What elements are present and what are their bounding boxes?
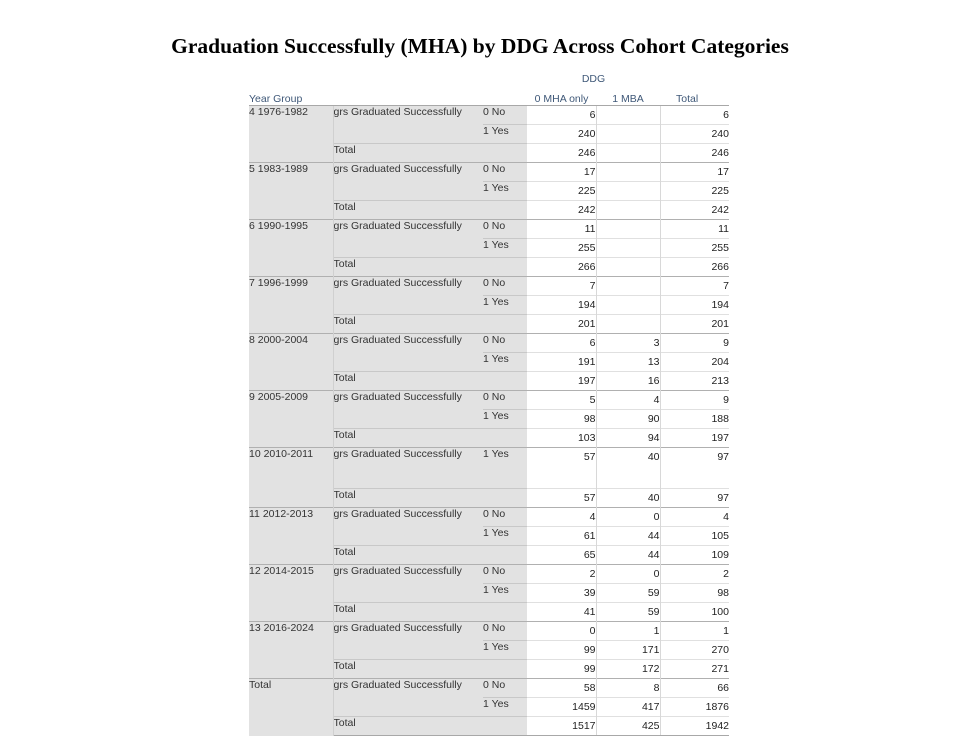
row-total-label: Total bbox=[333, 201, 527, 220]
cell-total: 201 bbox=[660, 315, 729, 334]
cell-total: 105 bbox=[660, 527, 729, 546]
table-row bbox=[249, 508, 729, 527]
cell-mba: 417 bbox=[596, 698, 660, 717]
cell-mha-only: 240 bbox=[527, 125, 596, 144]
cell-mha-only: 1517 bbox=[527, 717, 596, 736]
cell-mha-only: 41 bbox=[527, 603, 596, 622]
table-row bbox=[249, 622, 729, 641]
cell-mba: 8 bbox=[596, 679, 660, 698]
cell-total: 97 bbox=[660, 489, 729, 508]
cell-mha-only: 242 bbox=[527, 201, 596, 220]
cell-mba: 90 bbox=[596, 410, 660, 429]
cell-mba: 59 bbox=[596, 584, 660, 603]
header-row-ddg bbox=[249, 70, 729, 87]
cell-total: 270 bbox=[660, 641, 729, 660]
variable-label: grs Graduated Successfully bbox=[333, 508, 483, 546]
cell-mha-only: 6 bbox=[527, 334, 596, 353]
crosstab-table bbox=[249, 70, 729, 736]
cell-total: 9 bbox=[660, 334, 729, 353]
year-group-header: Year Group bbox=[249, 87, 527, 106]
cell-mba: 40 bbox=[596, 448, 660, 489]
cell-total: 66 bbox=[660, 679, 729, 698]
cell-total: 1876 bbox=[660, 698, 729, 717]
category-label: 1 Yes bbox=[483, 296, 527, 315]
year-group-label: Total bbox=[249, 679, 333, 736]
cell-mha-only: 7 bbox=[527, 277, 596, 296]
cell-mba: 172 bbox=[596, 660, 660, 679]
cell-mha-only: 99 bbox=[527, 641, 596, 660]
cell-mha-only: 11 bbox=[527, 220, 596, 239]
cell-total: 6 bbox=[660, 106, 729, 125]
cell-mba bbox=[596, 144, 660, 163]
col-header-mba: 1 MBA bbox=[596, 87, 660, 106]
cell-mba bbox=[596, 182, 660, 201]
cell-mba bbox=[596, 163, 660, 182]
cell-total: 246 bbox=[660, 144, 729, 163]
cell-mba: 425 bbox=[596, 717, 660, 736]
variable-label: grs Graduated Successfully bbox=[333, 163, 483, 201]
cell-mba: 0 bbox=[596, 565, 660, 584]
cell-total: 1 bbox=[660, 622, 729, 641]
variable-label: grs Graduated Successfully bbox=[333, 334, 483, 372]
cell-mba bbox=[596, 239, 660, 258]
cell-mha-only: 58 bbox=[527, 679, 596, 698]
cell-mba: 16 bbox=[596, 372, 660, 391]
cell-mba bbox=[596, 201, 660, 220]
category-label: 1 Yes bbox=[483, 641, 527, 660]
table-row bbox=[249, 277, 729, 296]
crosstab-body bbox=[249, 106, 729, 736]
year-group-label: 4 1976-1982 bbox=[249, 106, 333, 163]
crosstab-container bbox=[249, 70, 729, 736]
cell-total: 9 bbox=[660, 391, 729, 410]
cell-total: 2 bbox=[660, 565, 729, 584]
row-total-label: Total bbox=[333, 258, 527, 277]
variable-label: grs Graduated Successfully bbox=[333, 448, 483, 489]
cell-mba bbox=[596, 220, 660, 239]
row-total-label: Total bbox=[333, 546, 527, 565]
cell-mba bbox=[596, 258, 660, 277]
category-label: 0 No bbox=[483, 508, 527, 527]
cell-mha-only: 98 bbox=[527, 410, 596, 429]
cell-total: 240 bbox=[660, 125, 729, 144]
cell-mba: 44 bbox=[596, 527, 660, 546]
table-row bbox=[249, 448, 729, 489]
category-label: 1 Yes bbox=[483, 448, 527, 489]
variable-label: grs Graduated Successfully bbox=[333, 679, 483, 717]
year-group-label: 12 2014-2015 bbox=[249, 565, 333, 622]
category-label: 0 No bbox=[483, 220, 527, 239]
cell-total: 98 bbox=[660, 584, 729, 603]
year-group-label: 8 2000-2004 bbox=[249, 334, 333, 391]
cell-mha-only: 99 bbox=[527, 660, 596, 679]
category-label: 1 Yes bbox=[483, 353, 527, 372]
ddg-header: DDG bbox=[527, 70, 660, 87]
row-total-label: Total bbox=[333, 429, 527, 448]
cell-mha-only: 197 bbox=[527, 372, 596, 391]
cell-mba: 4 bbox=[596, 391, 660, 410]
cell-mha-only: 57 bbox=[527, 448, 596, 489]
category-label: 0 No bbox=[483, 334, 527, 353]
category-label: 0 No bbox=[483, 391, 527, 410]
category-label: 1 Yes bbox=[483, 125, 527, 144]
cell-mha-only: 2 bbox=[527, 565, 596, 584]
cell-mha-only: 266 bbox=[527, 258, 596, 277]
category-label: 1 Yes bbox=[483, 698, 527, 717]
year-group-label: 7 1996-1999 bbox=[249, 277, 333, 334]
variable-label: grs Graduated Successfully bbox=[333, 220, 483, 258]
cell-mha-only: 1459 bbox=[527, 698, 596, 717]
cell-total: 7 bbox=[660, 277, 729, 296]
cell-total: 271 bbox=[660, 660, 729, 679]
row-total-label: Total bbox=[333, 489, 527, 508]
cell-mha-only: 57 bbox=[527, 489, 596, 508]
row-total-label: Total bbox=[333, 144, 527, 163]
cell-mha-only: 17 bbox=[527, 163, 596, 182]
cell-total: 109 bbox=[660, 546, 729, 565]
cell-mba: 3 bbox=[596, 334, 660, 353]
row-total-label: Total bbox=[333, 660, 527, 679]
cell-mha-only: 5 bbox=[527, 391, 596, 410]
year-group-label: 6 1990-1995 bbox=[249, 220, 333, 277]
cell-mha-only: 39 bbox=[527, 584, 596, 603]
category-label: 0 No bbox=[483, 679, 527, 698]
cell-mba bbox=[596, 296, 660, 315]
variable-label: grs Graduated Successfully bbox=[333, 622, 483, 660]
row-total-label: Total bbox=[333, 717, 527, 736]
category-label: 1 Yes bbox=[483, 410, 527, 429]
variable-label: grs Graduated Successfully bbox=[333, 565, 483, 603]
category-label: 1 Yes bbox=[483, 182, 527, 201]
cell-mba: 0 bbox=[596, 508, 660, 527]
cell-total: 188 bbox=[660, 410, 729, 429]
year-group-label: 5 1983-1989 bbox=[249, 163, 333, 220]
cell-total: 194 bbox=[660, 296, 729, 315]
year-group-label: 9 2005-2009 bbox=[249, 391, 333, 448]
cell-mba: 94 bbox=[596, 429, 660, 448]
col-header-total: Total bbox=[660, 87, 729, 106]
cell-total: 266 bbox=[660, 258, 729, 277]
row-total-label: Total bbox=[333, 372, 527, 391]
category-label: 0 No bbox=[483, 163, 527, 182]
cell-total: 255 bbox=[660, 239, 729, 258]
table-row bbox=[249, 163, 729, 182]
table-row bbox=[249, 679, 729, 698]
variable-label: grs Graduated Successfully bbox=[333, 106, 483, 144]
cell-mba: 1 bbox=[596, 622, 660, 641]
category-label: 1 Yes bbox=[483, 527, 527, 546]
cell-total: 197 bbox=[660, 429, 729, 448]
cell-mba: 13 bbox=[596, 353, 660, 372]
header-row-columns bbox=[249, 87, 729, 106]
cell-mha-only: 65 bbox=[527, 546, 596, 565]
cell-mba: 59 bbox=[596, 603, 660, 622]
category-label: 1 Yes bbox=[483, 584, 527, 603]
cell-mha-only: 61 bbox=[527, 527, 596, 546]
cell-mha-only: 194 bbox=[527, 296, 596, 315]
cell-mba bbox=[596, 315, 660, 334]
year-group-label: 10 2010-2011 bbox=[249, 448, 333, 508]
slide-title: Graduation Successfully (MHA) by DDG Across Cohort Categories bbox=[171, 34, 789, 58]
cell-total: 100 bbox=[660, 603, 729, 622]
row-total-label: Total bbox=[333, 315, 527, 334]
cell-total: 11 bbox=[660, 220, 729, 239]
cell-mha-only: 225 bbox=[527, 182, 596, 201]
category-label: 0 No bbox=[483, 106, 527, 125]
cell-mha-only: 103 bbox=[527, 429, 596, 448]
cell-total: 4 bbox=[660, 508, 729, 527]
cell-total: 242 bbox=[660, 201, 729, 220]
cell-total: 1942 bbox=[660, 717, 729, 736]
cell-mha-only: 255 bbox=[527, 239, 596, 258]
cell-mha-only: 0 bbox=[527, 622, 596, 641]
year-group-label: 13 2016-2024 bbox=[249, 622, 333, 679]
table-row bbox=[249, 391, 729, 410]
variable-label: grs Graduated Successfully bbox=[333, 277, 483, 315]
cell-total: 225 bbox=[660, 182, 729, 201]
row-total-label: Total bbox=[333, 603, 527, 622]
cell-mba bbox=[596, 106, 660, 125]
variable-label: grs Graduated Successfully bbox=[333, 391, 483, 429]
cell-mba: 171 bbox=[596, 641, 660, 660]
table-row bbox=[249, 106, 729, 125]
table-row bbox=[249, 220, 729, 239]
table-row bbox=[249, 565, 729, 584]
cell-total: 204 bbox=[660, 353, 729, 372]
cell-mha-only: 191 bbox=[527, 353, 596, 372]
cell-mba bbox=[596, 277, 660, 296]
cell-mha-only: 6 bbox=[527, 106, 596, 125]
cell-mha-only: 4 bbox=[527, 508, 596, 527]
cell-mba: 44 bbox=[596, 546, 660, 565]
cell-total: 213 bbox=[660, 372, 729, 391]
cell-mha-only: 246 bbox=[527, 144, 596, 163]
category-label: 0 No bbox=[483, 277, 527, 296]
cell-total: 17 bbox=[660, 163, 729, 182]
col-header-mha-only: 0 MHA only bbox=[527, 87, 596, 106]
category-label: 0 No bbox=[483, 622, 527, 641]
category-label: 0 No bbox=[483, 565, 527, 584]
cell-mba: 40 bbox=[596, 489, 660, 508]
year-group-label: 11 2012-2013 bbox=[249, 508, 333, 565]
category-label: 1 Yes bbox=[483, 239, 527, 258]
cell-mha-only: 201 bbox=[527, 315, 596, 334]
table-row bbox=[249, 334, 729, 353]
cell-mba bbox=[596, 125, 660, 144]
cell-total: 97 bbox=[660, 448, 729, 489]
